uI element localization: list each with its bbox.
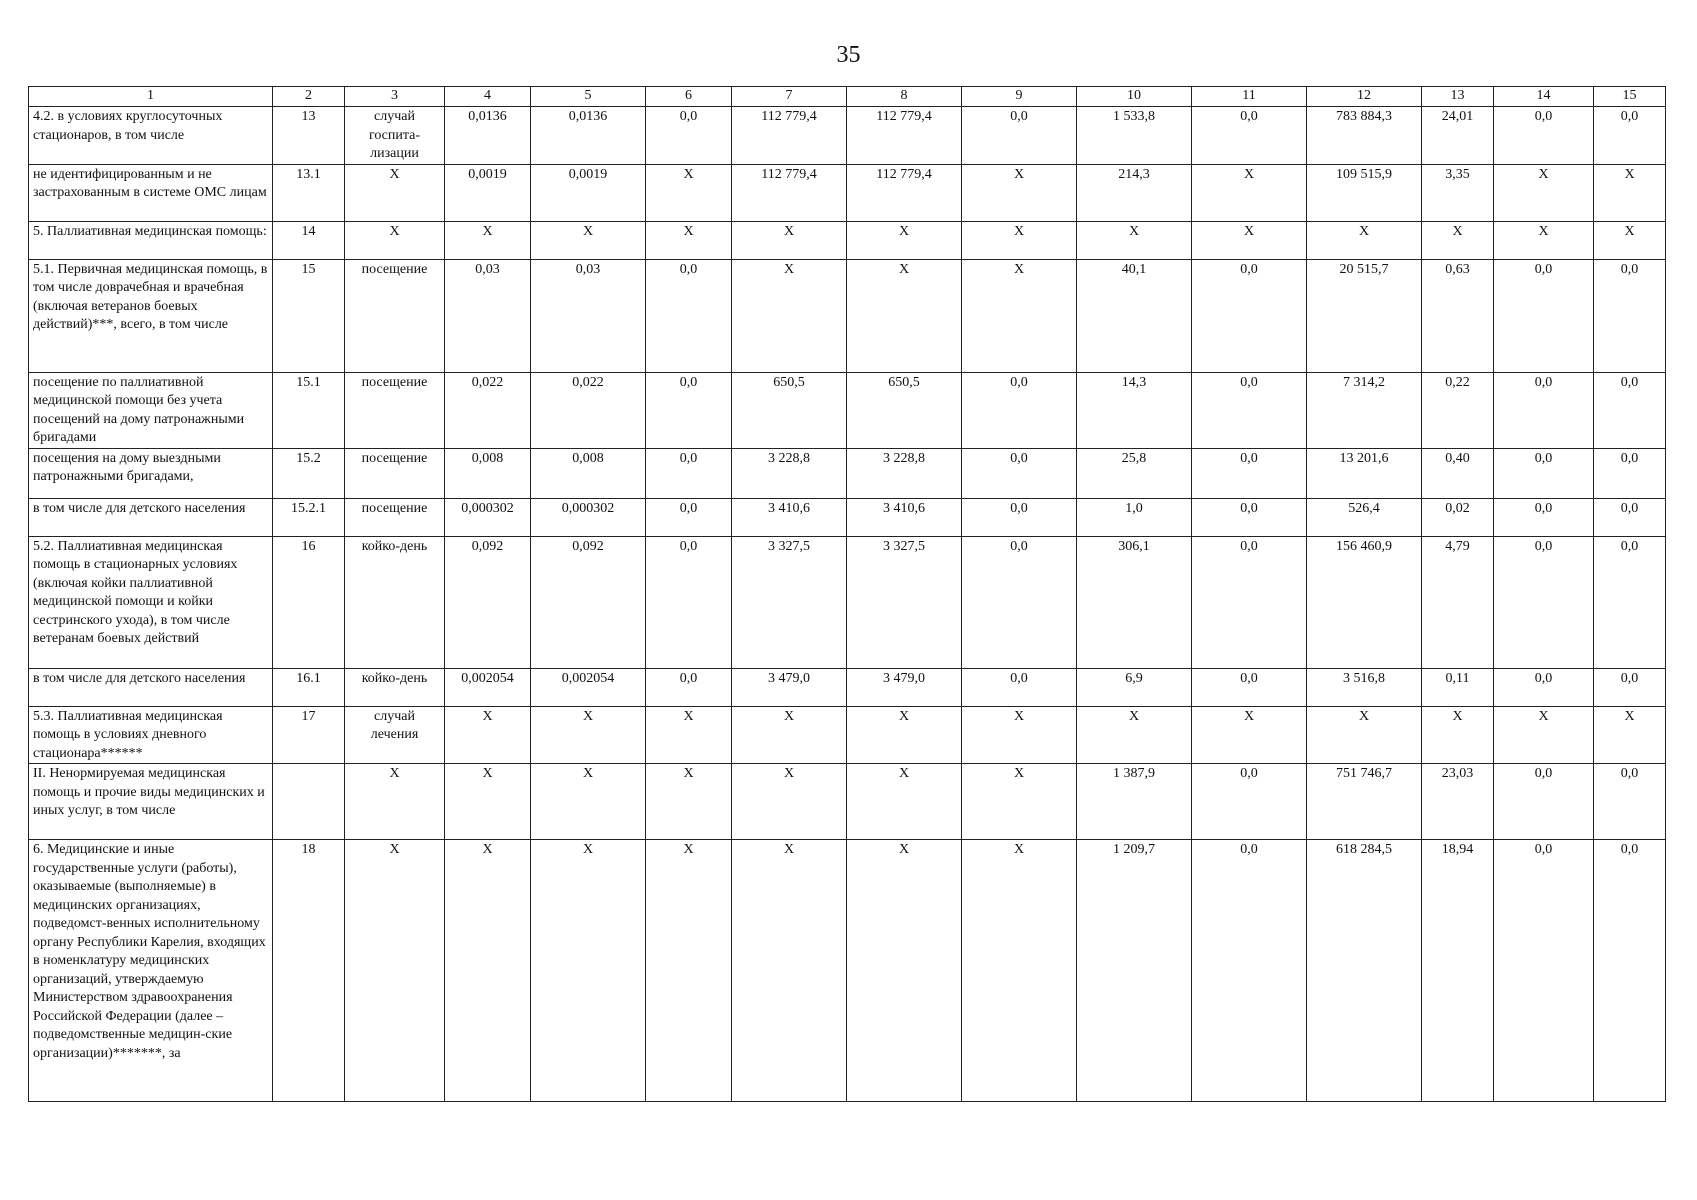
table-row (29, 764, 1666, 840)
table-cell: Х (962, 221, 1077, 259)
table-cell: Х (445, 764, 531, 840)
table-cell: Х (1594, 221, 1666, 259)
table-cell: 0,0 (1494, 840, 1594, 1102)
table-cell: 0,0 (962, 668, 1077, 706)
table-cell: Х (732, 764, 847, 840)
table-cell: 13.1 (273, 164, 345, 221)
table-cell: 3 516,8 (1307, 668, 1422, 706)
table-cell: 0,0 (646, 448, 732, 498)
table-cell: Х (531, 840, 646, 1102)
table-row (29, 840, 1666, 1102)
table-cell: Х (1307, 221, 1422, 259)
table-cell: 0,0 (1192, 259, 1307, 372)
table-cell: Х (1192, 221, 1307, 259)
table-cell: 0,03 (445, 259, 531, 372)
table-row (29, 536, 1666, 668)
table-cell: 0,0 (1594, 764, 1666, 840)
table-cell: Х (345, 164, 445, 221)
table-cell: 14 (273, 221, 345, 259)
table-cell: 0,0 (1494, 259, 1594, 372)
table-cell: 0,0 (1192, 764, 1307, 840)
table-row (29, 448, 1666, 498)
column-number: 13 (1422, 87, 1494, 107)
table-cell: 618 284,5 (1307, 840, 1422, 1102)
table-cell: 15 (273, 259, 345, 372)
table-cell: 0,0 (646, 107, 732, 165)
table-cell: 1,0 (1077, 498, 1192, 536)
table-cell: 751 746,7 (1307, 764, 1422, 840)
table-cell: 0,22 (1422, 372, 1494, 448)
column-number: 1 (29, 87, 273, 107)
table-cell: Х (732, 221, 847, 259)
column-number: 9 (962, 87, 1077, 107)
table-cell: Х (962, 840, 1077, 1102)
table-cell: 0,0 (962, 107, 1077, 165)
table-cell: 306,1 (1077, 536, 1192, 668)
column-number: 10 (1077, 87, 1192, 107)
table-cell: 3 228,8 (732, 448, 847, 498)
table-cell: 13 201,6 (1307, 448, 1422, 498)
column-number: 8 (847, 87, 962, 107)
column-number: 14 (1494, 87, 1594, 107)
table-cell: 1 533,8 (1077, 107, 1192, 165)
table-cell: 3 228,8 (847, 448, 962, 498)
table-cell: 0,008 (445, 448, 531, 498)
table-row (29, 668, 1666, 706)
table-cell: 214,3 (1077, 164, 1192, 221)
table-row (29, 164, 1666, 221)
table-cell: 650,5 (847, 372, 962, 448)
table-cell: 1 387,9 (1077, 764, 1192, 840)
table-cell: 526,4 (1307, 498, 1422, 536)
table-cell: 0,0 (1494, 498, 1594, 536)
table-cell: 156 460,9 (1307, 536, 1422, 668)
table-cell: Х (1077, 706, 1192, 764)
row-label: не идентифицированным и не застрахованным в системе ОМС лицам (29, 164, 273, 221)
column-number: 4 (445, 87, 531, 107)
table-cell: Х (1494, 221, 1594, 259)
table-cell: случай госпита-лизации (345, 107, 445, 165)
row-label: в том числе для детского населения (29, 498, 273, 536)
table-cell: Х (732, 259, 847, 372)
table-row (29, 498, 1666, 536)
table-cell: Х (646, 221, 732, 259)
table-cell: 0,022 (531, 372, 646, 448)
table-cell: Х (962, 164, 1077, 221)
table-cell: 3 410,6 (732, 498, 847, 536)
table-cell: Х (646, 840, 732, 1102)
table-cell: 3 327,5 (732, 536, 847, 668)
table-cell: Х (732, 706, 847, 764)
table-cell: 16.1 (273, 668, 345, 706)
column-number: 12 (1307, 87, 1422, 107)
table-cell: посещение (345, 259, 445, 372)
table-cell: 650,5 (732, 372, 847, 448)
table-cell: 0,092 (531, 536, 646, 668)
table-cell: Х (345, 840, 445, 1102)
table-cell: Х (445, 840, 531, 1102)
table-cell: случай лечения (345, 706, 445, 764)
table-cell: Х (531, 221, 646, 259)
table-cell: 0,0 (1192, 498, 1307, 536)
table-cell: Х (1494, 706, 1594, 764)
table-cell: 15.2.1 (273, 498, 345, 536)
table-row (29, 706, 1666, 764)
table-cell: Х (345, 221, 445, 259)
table-cell: 18,94 (1422, 840, 1494, 1102)
table-cell: 0,0 (1494, 764, 1594, 840)
table-cell: 0,0 (1594, 259, 1666, 372)
table-cell: койко-день (345, 668, 445, 706)
table-cell: Х (531, 764, 646, 840)
row-label: 5.1. Первичная медицинская помощь, в том числе доврачебная и врачебная (включая ветеранов боевых действий)***, всего, в том числе (29, 259, 273, 372)
table-cell: Х (962, 764, 1077, 840)
column-number: 11 (1192, 87, 1307, 107)
table-cell: 3 479,0 (847, 668, 962, 706)
table-cell: 0,0 (1594, 372, 1666, 448)
table-cell: Х (962, 706, 1077, 764)
table-cell: 0,0 (1494, 668, 1594, 706)
table-cell: 0,0 (1494, 107, 1594, 165)
table-cell: 112 779,4 (732, 107, 847, 165)
table-cell: 0,40 (1422, 448, 1494, 498)
table-cell: посещение (345, 372, 445, 448)
row-label: 4.2. в условиях круглосуточных стационаров, в том числе (29, 107, 273, 165)
table-cell: Х (1422, 221, 1494, 259)
column-number: 15 (1594, 87, 1666, 107)
table-cell: 0,0019 (531, 164, 646, 221)
row-label: посещения на дому выездными патронажными бригадами, (29, 448, 273, 498)
table-cell: 7 314,2 (1307, 372, 1422, 448)
table-cell: Х (1494, 164, 1594, 221)
table-cell: Х (1077, 221, 1192, 259)
table-cell: 112 779,4 (847, 107, 962, 165)
table-cell: 0,008 (531, 448, 646, 498)
table-cell: 0,092 (445, 536, 531, 668)
row-label: 5. Паллиативная медицинская помощь: (29, 221, 273, 259)
column-number: 3 (345, 87, 445, 107)
table-cell: 20 515,7 (1307, 259, 1422, 372)
table-cell: 0,02 (1422, 498, 1494, 536)
table-cell: 0,0 (646, 498, 732, 536)
table-cell: Х (345, 764, 445, 840)
table-row (29, 107, 1666, 165)
table-cell: Х (847, 764, 962, 840)
table-cell: 4,79 (1422, 536, 1494, 668)
table-cell: 0,000302 (445, 498, 531, 536)
column-number: 2 (273, 87, 345, 107)
table-cell: 24,01 (1422, 107, 1494, 165)
table-cell: 0,0 (1594, 668, 1666, 706)
table-cell: 0,0136 (531, 107, 646, 165)
table-cell: 0,002054 (531, 668, 646, 706)
column-number: 7 (732, 87, 847, 107)
table-cell: Х (847, 706, 962, 764)
table-cell: 0,0136 (445, 107, 531, 165)
financing-table (28, 86, 1666, 1102)
table-cell: 0,0 (1192, 668, 1307, 706)
table-cell: Х (1422, 706, 1494, 764)
table-cell: 112 779,4 (732, 164, 847, 221)
table-cell: 23,03 (1422, 764, 1494, 840)
column-number: 5 (531, 87, 646, 107)
page-number: 35 (836, 42, 861, 68)
table-cell: 0,0 (1192, 448, 1307, 498)
row-label: 5.3. Паллиативная медицинская помощь в условиях дневного стационара****** (29, 706, 273, 764)
table-cell: 112 779,4 (847, 164, 962, 221)
table-cell: 0,002054 (445, 668, 531, 706)
table-cell: 18 (273, 840, 345, 1102)
table-cell: Х (847, 221, 962, 259)
table-cell: посещение (345, 498, 445, 536)
row-label: 6. Медицинские и иные государственные услуги (работы), оказываемые (выполняемые) в медицинских организациях, подведомст-венных исполнительному органу Республики Карелия, входящих в номенклатуру медицинских организаций, утверждаемую Министерством здравоохранения Российской Федерации (далее – подведомственные медицин-ские организации)*******, за (29, 840, 273, 1102)
table-cell: Х (962, 259, 1077, 372)
table-cell: Х (1307, 706, 1422, 764)
table-cell: Х (847, 840, 962, 1102)
table-cell: 0,0 (1494, 448, 1594, 498)
table-cell: 0,0 (962, 498, 1077, 536)
table-cell: 0,0 (962, 536, 1077, 668)
table-cell: Х (1192, 164, 1307, 221)
row-label: II. Ненормируемая медицинская помощь и прочие виды медицинских и иных услуг, в том числе (29, 764, 273, 840)
table-cell: 3 410,6 (847, 498, 962, 536)
table-cell: Х (1192, 706, 1307, 764)
column-number: 6 (646, 87, 732, 107)
table-cell: 6,9 (1077, 668, 1192, 706)
table-cell: 25,8 (1077, 448, 1192, 498)
table-cell (273, 764, 345, 840)
table-cell: 0,0 (646, 259, 732, 372)
table-cell: 0,0019 (445, 164, 531, 221)
table-cell: 783 884,3 (1307, 107, 1422, 165)
table-cell: 16 (273, 536, 345, 668)
table-cell: 3 327,5 (847, 536, 962, 668)
table-cell: 0,0 (646, 372, 732, 448)
table-cell: 0,022 (445, 372, 531, 448)
table-cell: 17 (273, 706, 345, 764)
table-body (29, 87, 1666, 1102)
table-cell: 0,0 (1594, 840, 1666, 1102)
table-cell: 15.2 (273, 448, 345, 498)
table-cell: 0,0 (1494, 372, 1594, 448)
table-cell: 0,0 (962, 372, 1077, 448)
row-label: посещение по паллиативной медицинской помощи без учета посещений на дому патронажными бригадами (29, 372, 273, 448)
table-cell: 0,0 (1594, 498, 1666, 536)
table-cell: 15.1 (273, 372, 345, 448)
table-cell: 0,0 (646, 536, 732, 668)
table-row (29, 372, 1666, 448)
column-number-row (29, 87, 1666, 107)
table-cell: 14,3 (1077, 372, 1192, 448)
table-cell: Х (732, 840, 847, 1102)
table-cell: Х (445, 221, 531, 259)
table-cell: 13 (273, 107, 345, 165)
table-cell: Х (646, 164, 732, 221)
table-cell: Х (646, 764, 732, 840)
table-cell: 3,35 (1422, 164, 1494, 221)
table-cell: 0,0 (646, 668, 732, 706)
table-cell: 0,0 (1594, 536, 1666, 668)
table-cell: Х (445, 706, 531, 764)
table-row (29, 221, 1666, 259)
table-cell: Х (531, 706, 646, 764)
table-cell: 0,0 (1494, 536, 1594, 668)
table-cell: 3 479,0 (732, 668, 847, 706)
table-cell: 0,0 (962, 448, 1077, 498)
table-cell: 109 515,9 (1307, 164, 1422, 221)
table-cell: 0,0 (1192, 536, 1307, 668)
table-cell: 0,0 (1192, 372, 1307, 448)
table-cell: 0,0 (1594, 448, 1666, 498)
row-label: в том числе для детского населения (29, 668, 273, 706)
table-cell: 0,63 (1422, 259, 1494, 372)
table-cell: Х (646, 706, 732, 764)
table-cell: 1 209,7 (1077, 840, 1192, 1102)
table-cell: 40,1 (1077, 259, 1192, 372)
table-cell: посещение (345, 448, 445, 498)
table-cell: койко-день (345, 536, 445, 668)
table-cell: 0,03 (531, 259, 646, 372)
table-cell: 0,0 (1192, 107, 1307, 165)
table-cell: 0,0 (1594, 107, 1666, 165)
table-cell: 0,0 (1192, 840, 1307, 1102)
table-row (29, 259, 1666, 372)
table-cell: 0,11 (1422, 668, 1494, 706)
row-label: 5.2. Паллиативная медицинская помощь в стационарных условиях (включая койки паллиативной медицинской помощи и койки сестринского ухода), в том числе ветеранам боевых действий (29, 536, 273, 668)
table-cell: 0,000302 (531, 498, 646, 536)
table-cell: Х (1594, 164, 1666, 221)
table-cell: Х (847, 259, 962, 372)
table-cell: Х (1594, 706, 1666, 764)
